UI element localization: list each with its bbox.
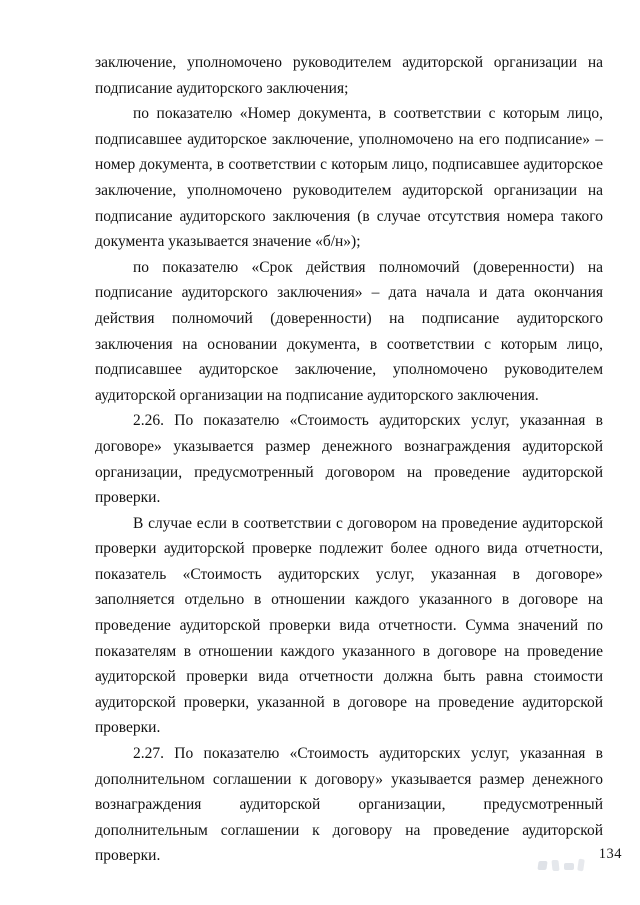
paragraph-list-item-nomer-dokumenta: по показателю «Номер документа, в соответствии с которым лицо, подписавшее аудиторское заключение, уполномочено на его подписание» – номер документа, в соответствии с которым лицо, подписавшее аудиторское заключение, уполномочено руководителем аудиторской организации на подписание аудиторского заключения (в случае отсутствия номера такого документа указывается значение «б/н»);	[95, 105, 603, 251]
paragraph-continuation: заключение, уполномочено руководителем аудиторской организации на подписание аудиторского заключения;	[95, 54, 603, 97]
paragraph-clause-2-27: 2.27. По показателю «Стоимость аудиторских услуг, указанная в дополнительном соглашении к договору» указывается размер денежного вознаграждения аудиторской организации, предусмотренный дополнительным соглашении к договору на проведение аудиторской проверки.	[95, 745, 603, 865]
faint-stamp-marks	[538, 857, 590, 875]
paragraph-clause-2-26-continued: В случае если в соответствии с договором на проведение аудиторской проверки аудиторской проверке подлежит более одного вида отчетности, показатель «Стоимость аудиторских услуг, указанная в договоре» заполняется отдельно в отношении каждого указанного в договоре на проведение аудиторской проверки вида отчетности. Сумма значений по показателям в отношении каждого указанного в договоре на проведение аудиторской проверки вида отчетности должна быть равна стоимости аудиторской проверки, указанной в договоре на проведение аудиторской проверки.	[95, 514, 603, 737]
page-number: 134	[598, 846, 622, 862]
paragraph-list-item-srok-deystviya: по показателю «Срок действия полномочий (доверенности) на подписание аудиторского заключения» – дата начала и дата окончания действия полномочий (доверенности) на подписание аудиторского заключения на основании документа, в соответствии с которым лицо, подписавшее аудиторское заключение, уполномочено руководителем аудиторской организации на подписание аудиторского заключения.	[95, 258, 603, 404]
stamp-smudge	[537, 861, 547, 870]
stamp-smudge	[564, 863, 574, 870]
paragraph-clause-2-26: 2.26. По показателю «Стоимость аудиторских услуг, указанная в договоре» указывается размер денежного вознаграждения аудиторской организации, предусмотренный договором на проведение аудиторской проверки.	[95, 412, 603, 507]
document-body-text	[95, 50, 603, 869]
stamp-smudge	[577, 859, 585, 872]
stamp-smudge	[551, 860, 559, 871]
